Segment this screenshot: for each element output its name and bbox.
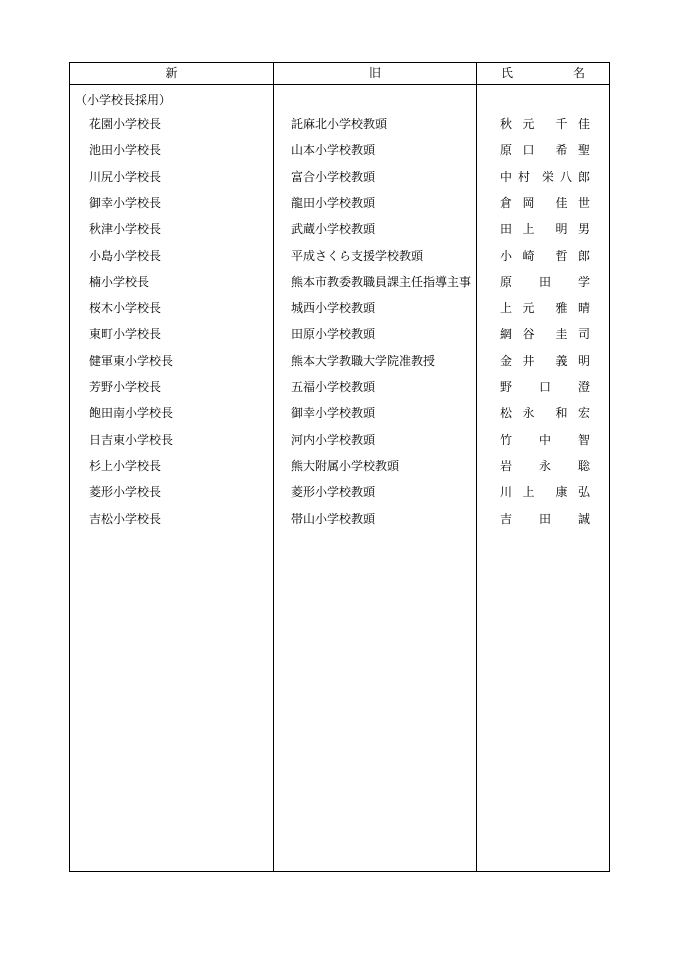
new-position: 池田小学校長 — [89, 143, 162, 158]
name-char: 中 — [500, 169, 513, 184]
header-new: 新 — [165, 66, 178, 80]
new-position: 日吉東小学校長 — [89, 432, 174, 447]
name-char: 康 — [555, 485, 568, 500]
table-row — [70, 141, 609, 167]
name-char: 八 — [559, 169, 572, 184]
person-name — [500, 378, 590, 395]
name-char: 秋 — [500, 117, 513, 131]
table-row — [70, 404, 609, 430]
name-char: 金 — [500, 353, 513, 368]
name-char: 岡 — [522, 195, 535, 210]
table-header — [70, 63, 609, 85]
name-char: 口 — [538, 380, 551, 394]
old-position: 熊大附属小学校教頭 — [291, 458, 400, 473]
name-char: 中 — [538, 432, 551, 447]
old-position: 託麻北小学校教頭 — [291, 117, 388, 131]
new-position: 杉上小学校長 — [89, 458, 162, 473]
name-char: 野 — [500, 380, 513, 394]
new-position: 楠小学校長 — [89, 274, 150, 289]
table-row — [70, 325, 609, 351]
header-name — [477, 63, 609, 84]
name-char: 佳 — [555, 195, 568, 210]
person-name — [500, 247, 590, 264]
person-name — [500, 404, 590, 421]
old-position: 五福小学校教頭 — [291, 380, 376, 394]
name-char: 崎 — [522, 248, 535, 263]
new-position: 飽田南小学校長 — [89, 406, 174, 421]
header-name-2: 名 — [572, 66, 585, 80]
old-position: 田原小学校教頭 — [291, 327, 376, 342]
name-char: 澄 — [577, 380, 590, 394]
name-char: 圭 — [555, 327, 568, 342]
name-char: 口 — [522, 143, 535, 158]
name-char: 郎 — [577, 248, 590, 263]
name-char: 松 — [500, 406, 513, 421]
name-char: 佳 — [577, 117, 590, 131]
name-char: 上 — [522, 485, 535, 500]
name-char: 原 — [500, 143, 513, 158]
new-position: 桜木小学校長 — [89, 301, 162, 316]
person-name — [500, 352, 590, 369]
new-position: 健軍東小学校長 — [89, 353, 174, 368]
person-name — [500, 220, 590, 237]
new-position: 小島小学校長 — [89, 248, 162, 263]
appointment-table — [69, 62, 610, 872]
name-char: 司 — [577, 327, 590, 342]
name-char: 元 — [522, 117, 535, 131]
name-char: 田 — [538, 274, 551, 289]
name-char: 晴 — [577, 301, 590, 316]
name-char: 田 — [538, 511, 551, 526]
new-position: 秋津小学校長 — [89, 222, 162, 237]
table-row — [70, 431, 609, 457]
name-char: 栄 — [541, 169, 554, 184]
name-char: 井 — [522, 353, 535, 368]
name-char: 智 — [577, 432, 590, 447]
name-char: 原 — [500, 274, 513, 289]
old-position: 武蔵小学校教頭 — [291, 222, 376, 237]
table-row — [70, 115, 609, 141]
name-char: 永 — [538, 458, 551, 473]
new-position: 芳野小学校長 — [89, 380, 162, 394]
name-char: 千 — [555, 117, 568, 131]
table-row — [70, 483, 609, 509]
name-char: 和 — [555, 406, 568, 421]
name-char: 郎 — [577, 169, 590, 184]
old-position: 帯山小学校教頭 — [291, 511, 376, 526]
person-name — [500, 141, 590, 158]
person-name — [500, 457, 590, 474]
table-row — [70, 273, 609, 299]
name-char: 村 — [518, 169, 531, 184]
person-name — [500, 325, 590, 342]
table-row — [70, 378, 609, 404]
person-name — [500, 299, 590, 316]
header-old: 旧 — [368, 66, 381, 80]
table-row — [70, 510, 609, 536]
person-name — [500, 483, 590, 500]
table-row — [70, 220, 609, 246]
person-name — [500, 273, 590, 290]
table-row — [70, 168, 609, 194]
new-position: 川尻小学校長 — [89, 169, 162, 184]
new-position: 東町小学校長 — [89, 327, 162, 342]
name-char: 哲 — [555, 248, 568, 263]
person-name — [500, 194, 590, 211]
name-char: 義 — [555, 353, 568, 368]
old-position: 熊本市教委教職員課主任指導主事 — [291, 274, 472, 289]
name-char: 竹 — [500, 432, 513, 447]
person-name — [500, 115, 590, 132]
name-char: 希 — [555, 143, 568, 158]
name-char: 田 — [500, 222, 513, 237]
name-char: 岩 — [500, 458, 513, 473]
section-label: （小学校長採用） — [75, 93, 172, 107]
name-char: 明 — [555, 222, 568, 237]
header-name-1: 氏 — [501, 66, 514, 80]
person-name — [500, 510, 590, 527]
name-char: 明 — [577, 353, 590, 368]
name-char: 小 — [500, 248, 513, 263]
old-position: 河内小学校教頭 — [291, 432, 376, 447]
name-char: 川 — [500, 485, 513, 500]
table-row — [70, 247, 609, 273]
old-position: 熊本大学教職大学院准教授 — [291, 353, 436, 368]
name-char: 網 — [500, 327, 513, 342]
name-char: 元 — [522, 301, 535, 316]
old-position: 城西小学校教頭 — [291, 301, 376, 316]
name-char: 吉 — [500, 511, 513, 526]
name-char: 誠 — [577, 511, 590, 526]
name-char: 倉 — [500, 195, 513, 210]
table-row — [70, 299, 609, 325]
table-row — [70, 194, 609, 220]
name-char: 聡 — [577, 458, 590, 473]
new-position: 吉松小学校長 — [89, 511, 162, 526]
name-char: 上 — [500, 301, 513, 316]
person-name — [500, 431, 590, 448]
name-char: 学 — [577, 274, 590, 289]
old-position: 菱形小学校教頭 — [291, 485, 376, 500]
old-position: 山本小学校教頭 — [291, 143, 376, 158]
table-row — [70, 352, 609, 378]
new-position: 御幸小学校長 — [89, 195, 162, 210]
new-position: 花園小学校長 — [89, 117, 162, 131]
table-row — [70, 457, 609, 483]
name-char: 雅 — [555, 301, 568, 316]
old-position: 龍田小学校教頭 — [291, 195, 376, 210]
name-char: 弘 — [577, 485, 590, 500]
old-position: 富合小学校教頭 — [291, 169, 376, 184]
old-position: 平成さくら支援学校教頭 — [291, 248, 424, 263]
old-position: 御幸小学校教頭 — [291, 406, 376, 421]
name-char: 宏 — [577, 406, 590, 421]
name-char: 永 — [522, 406, 535, 421]
name-char: 上 — [522, 222, 535, 237]
name-char: 谷 — [522, 327, 535, 342]
new-position: 菱形小学校長 — [89, 485, 162, 500]
name-char: 世 — [577, 195, 590, 210]
name-char: 男 — [577, 222, 590, 237]
name-char: 聖 — [577, 143, 590, 158]
person-name — [500, 168, 590, 185]
